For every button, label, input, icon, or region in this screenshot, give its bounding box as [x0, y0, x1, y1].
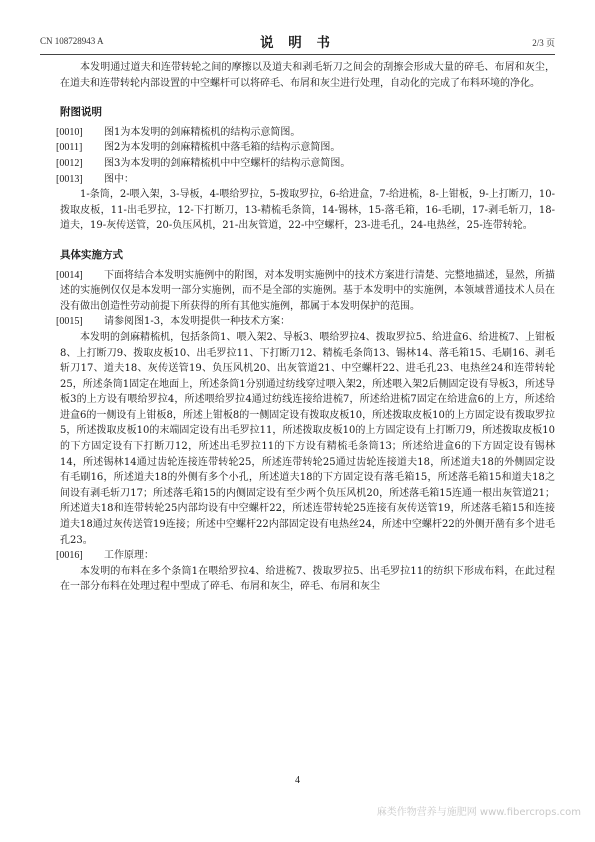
embodiment-description: 本发明的剑麻精梳机，包括条筒1、喂入架2、导板3、喂给罗拉4、拨取罗拉5、给进盒6、给进梳7、上钳板8、上打断刀9、拨取皮板10、出毛罗拉11、下打断刀12、精梳毛条筒13、锡林14、落毛箱15、毛刷16、剥毛斩刀17、道夫18、灰传送管19、负压风机20、出灰管道21、中空螺杆22、进毛孔23、电热丝24和连带转轮25，所述条筒1固定在地面上，所述条筒1分别通过纺线穿过喂入架2，所述喂入架2后侧固定设有导板3，所述导板3的上方设有喂给罗拉4，所述喂给罗拉4通过纺线连接给进梳7，所述给进梳7固定在给进盒6的上方，所述给进盒6的一侧设有上钳板8，所述上钳板8的一侧固定设有拨取皮板10，所述拨取皮板10的上方固定设有拨取罗拉5，所述拨取皮板10的末端固定设有出毛罗拉11，所述拨取皮板10的上方固定设有上打断刀9，所述拨取皮板10的下方固定设有下打断刀12，所述出毛罗拉11的下方设有精梳毛条筒13；所述给进盒6的下方固定设有锡林14，所述锡林14通过齿轮连接连带转轮25，所述连带转轮25通过齿轮连接道夫18，所述道夫18的外侧固定设有毛刷16，所述道夫18的外侧有多个小孔，所述道夫18的下方固定设有落毛箱15，所述落毛箱15和道夫18之间设有剥毛斩刀17；所述落毛箱15的内侧固定设有至少两个负压风机20，所述落毛箱15连通一根出灰管道21；所述道夫18和连带转轮25内部均设有中空螺杆22，所述连带转轮25连接有灰传送管19，所述落毛箱15和连接道夫18通过灰传送管19连接；所述中空螺杆22内部固定设有电热丝24，所述中空螺杆22的外侧开凿有多个进毛孔23。 [60, 331, 555, 546]
paragraph-0016 [56, 548, 555, 564]
paragraph-text: 下面将结合本发明实施例中的附图，对本发明实施例中的技术方案进行清楚、完整地描述，显然，所描述的实施例仅仅是本发明一部分实施例，而不是全部的实施例。基于本发明中的实施例，本领域普通技术人员在没有做出创造性劳动前提下所获得的所有其他实施例，都属于本发明保护的范围。 [60, 269, 555, 312]
paragraph-text: 请参阅图1-3，本发明提供一种技术方案： [104, 316, 291, 328]
paragraph-number: [0012] [56, 157, 83, 169]
page-header [40, 30, 555, 52]
paragraph-number: [0016] [56, 550, 83, 562]
paragraph-text: 图2为本发明的剑麻精梳机中落毛箱的结构示意简图。 [104, 142, 341, 154]
paragraph-text: 图3为本发明的剑麻精梳机中中空螺杆的结构示意简图。 [104, 157, 351, 169]
document-title: 说 明 书 [260, 35, 335, 51]
document-body [56, 60, 555, 595]
paragraph-text: 图中： [104, 173, 134, 185]
paragraph-0011 [56, 140, 555, 156]
paragraph-text: 图1为本发明的剑麻精梳机的结构示意简图。 [104, 126, 301, 138]
paragraph-number: [0011] [56, 142, 83, 154]
figure-legend: 1-条筒，2-喂入架，3-导板，4-喂给罗拉，5-拨取罗拉，6-给进盒，7-给进梳，8-上钳板，9-上打断刀，10-拨取皮板，11-出毛罗拉，12-下打断刀，13-精梳毛条筒，14-锡林，15-落毛箱，16-毛刷，17-剥毛斩刀，18-道夫，19-灰传送管，20-负压风机，21-出灰管道，22-中空螺杆，23-进毛孔，24-电热丝，25-连带转轮。 [60, 189, 555, 232]
intro-paragraph: 本发明通过道夫和连带转轮之间的摩擦以及道夫和剥毛斩刀之间会的刮擦会形成大量的碎毛、布屑和灰尘，在道夫和连带转轮内部设置的中空螺杆可以将碎毛、布屑和灰尘进行处理，自动化的完成了布料环境的净化。 [60, 62, 555, 89]
paragraph-number: [0013] [56, 173, 83, 185]
paragraph-0014 [56, 268, 555, 315]
paragraph-number: [0010] [56, 126, 83, 138]
patent-number: CN 108728943 A [40, 36, 104, 46]
section-title-figures: 附图说明 [60, 106, 102, 119]
paragraph-text: 工作原理： [104, 550, 154, 562]
header-divider [40, 54, 555, 55]
paragraph-0010 [56, 125, 555, 141]
paragraph-number: [0014] [56, 269, 83, 281]
paragraph-number: [0015] [56, 316, 83, 328]
paragraph-0012 [56, 156, 555, 172]
paragraph-0013 [56, 172, 555, 188]
section-title-embodiment: 具体实施方式 [60, 248, 123, 261]
working-principle-paragraph: 本发明的布料在多个条筒1在喂给罗拉4、给进梳7、拨取罗拉5、出毛罗拉11的纺织下形成布料，在此过程在一部分布料在处理过程中型成了碎毛、布屑和灰尘，碎毛、布屑和灰尘 [60, 565, 555, 593]
page-number: 4 [295, 775, 300, 786]
watermark: 麻类作物营养与施肥网 www.fibercrops.com [376, 807, 581, 818]
page-indicator: 2/3 页 [532, 38, 555, 48]
paragraph-0015 [56, 314, 555, 330]
